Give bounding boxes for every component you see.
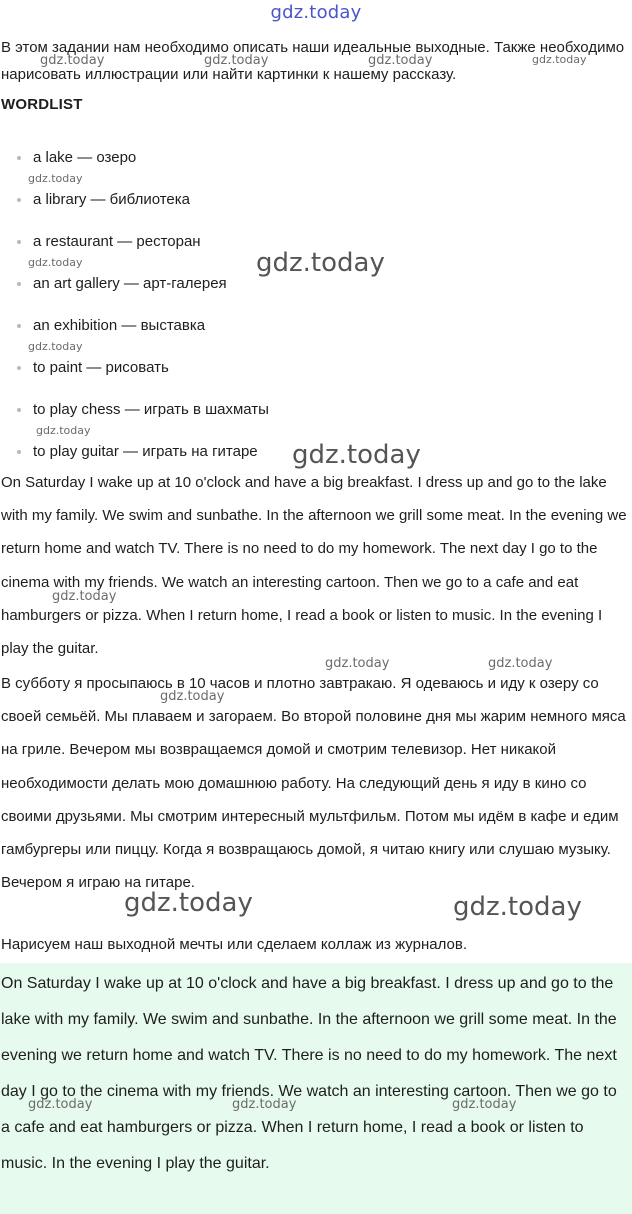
task-intro: В этом задании нам необходимо описать наши идеальные выходные. Также необходимо нарисовать иллюстрации или найти картинки к нашему рассказу. bbox=[1, 39, 625, 83]
watermark: gdz.today bbox=[160, 689, 225, 704]
watermark: gdz.today bbox=[452, 1097, 517, 1112]
watermark: gdz.today bbox=[36, 424, 91, 437]
watermark: gdz.today bbox=[28, 1097, 93, 1112]
list-item: an art gallery — арт-галерея bbox=[0, 270, 632, 312]
story-russian: В субботу я просыпаюсь в 10 часов и плотно завтракаю. Я одеваюсь и иду к озеру со своей семьёй. Мы плаваем и загораем. Во второй половине дня мы жарим немного мяса на гриле. Вечером мы возвращаемся домой и смотрим телевизор. Нет никакой необходимости делать мою домашнюю работу. На следующий день я иду в кино со своими друзьями. Мы смотрим интересный мультфильм. Потом мы идём в кафе и едим гамбургеры или пиццу. Когда я возвращаюсь домой, я читаю книгу или слушаю музыку. Вечером я играю на гитаре. bbox=[1, 675, 626, 892]
list-item: to play chess — играть в шахматы bbox=[0, 396, 632, 438]
watermark: gdz.today bbox=[292, 440, 421, 470]
watermark: gdz.today bbox=[532, 53, 587, 66]
list-item: a restaurant — ресторан bbox=[0, 228, 632, 270]
list-item: a library — библиотека bbox=[0, 186, 632, 228]
watermark: gdz.today bbox=[28, 172, 83, 185]
list-item: an exhibition — выставка bbox=[0, 312, 632, 354]
wordlist-heading: WORDLIST bbox=[1, 96, 83, 113]
list-item: to paint — рисовать bbox=[0, 354, 632, 396]
watermark: gdz.today bbox=[40, 53, 105, 68]
watermark: gdz.today bbox=[325, 656, 390, 671]
answer-box: On Saturday I wake up at 10 o'clock and have a big breakfast. I dress up and go to the lake with my family. We swim and sunbathe. In the afternoon we grill some meat. In the evening we return home and watch TV. There is no need to do my homework. The next day I go to the cinema with my friends. We watch an interesting cartoon. Then we go to a cafe and eat hamburgers or pizza. When I return home, I read a book or listen to music. In the evening I play the guitar. bbox=[0, 963, 632, 1214]
list-item: a lake — озеро bbox=[0, 144, 632, 186]
list-item: to play guitar — играть на гитаре bbox=[0, 438, 632, 480]
drawing-caption: Нарисуем наш выходной мечты или сделаем коллаж из журналов. bbox=[1, 936, 467, 953]
watermark: gdz.today bbox=[52, 589, 117, 604]
watermark: gdz.today bbox=[256, 248, 385, 278]
watermark: gdz.today bbox=[488, 656, 553, 671]
watermark: gdz.today bbox=[368, 53, 433, 68]
story-english: On Saturday I wake up at 10 o'clock and have a big breakfast. I dress up and go to the lake with my family. We swim and sunbathe. In the afternoon we grill some meat. In the evening we return home and watch TV. There is no need to do my homework. The next day I go to the cinema with my friends. We watch an interesting cartoon. Then we go to a cafe and eat hamburgers or pizza. When I return home, I read a book or listen to music. In the evening I play the guitar. bbox=[1, 474, 627, 658]
watermark: gdz.today bbox=[28, 256, 83, 269]
watermark: gdz.today bbox=[28, 340, 83, 353]
wordlist bbox=[0, 144, 632, 480]
watermark: gdz.today bbox=[204, 53, 269, 68]
watermark: gdz.today bbox=[124, 888, 253, 918]
watermark: gdz.today bbox=[232, 1097, 297, 1112]
site-logo: gdz.today bbox=[270, 2, 362, 23]
watermark: gdz.today bbox=[453, 892, 582, 922]
